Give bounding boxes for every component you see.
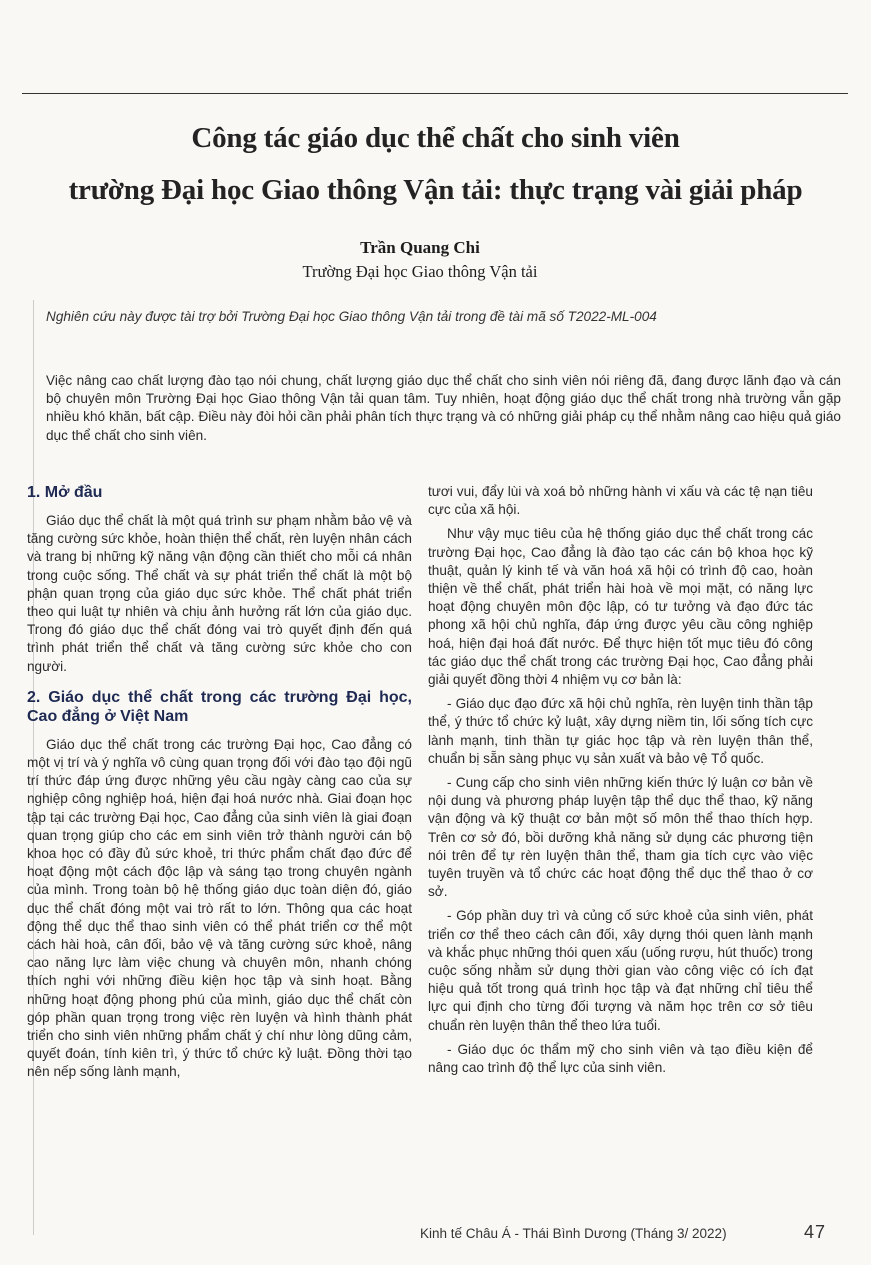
task-aesthetics: - Giáo dục óc thẩm mỹ cho sinh viên và tạo điều kiện để nâng cao trình độ thể lực của sinh viên. (428, 1041, 813, 1076)
right-column (428, 483, 813, 1083)
continued-paragraph: tươi vui, đẩy lùi và xoá bỏ những hành vi xấu và các tệ nạn tiêu cực của xã hội. (428, 484, 813, 518)
funding-note: Nghiên cứu này được tài trợ bởi Trường Đại học Giao thông Vận tải trong đề tài mã số T2022-ML-004 (46, 309, 657, 324)
intro-paragraph: Giáo dục thể chất là một quá trình sư phạm nhằm bảo vệ và tăng cường sức khỏe, hoàn thiện thể chất, rèn luyện nhân cách và trang bị những kỹ năng vận động cần thiết cho mỗi cá nhân trong cuộc sống. Thể chất và sự phát triển thể chất là một bộ phận quan trọng của giáo dục sức khỏe. Thể chất phát triển theo qui luật tự nhiên và chịu ảnh hưởng rất lớn của giáo dục. Trong đó giáo dục thể chất đóng vai trò quyết định đến quá trình phát triển thể chất và tăng cường sức khỏe cho con người. (27, 513, 412, 674)
page-number: 47 (803, 1222, 826, 1242)
goals-paragraph: Như vậy mục tiêu của hệ thống giáo dục thể chất trong các trường Đại học, Cao đẳng là đào tạo các cán bộ khoa học kỹ thuật, quản lý kinh tế và văn hoá xã hội có trình độ cao, hoàn thiện về thể chất, phát triển hài hoà về mọi mặt, có năng lực hoạt động chuyên môn độc lập, có tư tưởng và đạo đức tác phong xã hội chủ nghĩa, đáp ứng được yêu cầu công nghiệp hoá, hiện đại hoá đất nước. Để thực hiện tốt mục tiêu đó công tác giáo dục thể chất trong các trường Đại học, Cao đẳng phải giải quyết đồng thời 4 nhiệm vụ cơ bản là: (428, 526, 813, 688)
abstract: Việc nâng cao chất lượng đào tạo nói chung, chất lượng giáo dục thể chất cho sinh viên nói riêng đã, đang được lãnh đạo và cán bộ chuyên môn Trường Đại học Giao thông Vận tải quan tâm. Tuy nhiên, hoạt động giáo dục thể chất trong nhà trường vẫn gặp nhiều khó khăn, bất cập. Điều này đòi hỏi cần phải phân tích thực trạng và có những giải pháp cụ thể nhằm nâng cao hiệu quả giáo dục thể chất cho sinh viên. (46, 373, 841, 443)
header-rule (22, 93, 848, 94)
title-line-1: Công tác giáo dục thể chất cho sinh viên (191, 122, 680, 154)
journal-name: Kinh tế Châu Á - Thái Bình Dương (Tháng 3/ 2022) (420, 1226, 727, 1241)
task-knowledge: - Cung cấp cho sinh viên những kiến thức lý luận cơ bản về nội dung và phương pháp luyện tập thể dục thể thao, kỹ năng vận động và kỹ thuật cơ bản một số môn thể thao thích hợp. Trên cơ sở đó, bồi dưỡng khả năng sử dụng các phương tiện nói trên để tự rèn luyện thân thể, tham gia tích cực vào việc tuyên truyền và tổ chức các hoạt động thể dục thể thao ở cơ sở. (428, 775, 813, 900)
article-title (0, 112, 871, 216)
section-heading-pe-universities: 2. Giáo dục thể chất trong các trường Đại học, Cao đẳng ở Việt Nam (27, 688, 412, 725)
task-health: - Góp phần duy trì và củng cố sức khoẻ của sinh viên, phát triển cơ thể theo cách cân đối, xây dựng thói quen lành mạnh và khắc phục những thói quen xấu (uống rượu, hút thuốc) trong cuộc sống nhằm sử dụng thời gian vào công việc có ích đạt hiệu quả tốt trong quá trình học tập và đạt những chỉ tiêu thể lực qui định cho từng đối tượng và năm học trên cơ sở tiêu chuẩn rèn luyện thân thể theo lứa tuổi. (428, 908, 813, 1033)
title-line-2: trường Đại học Giao thông Vận tải: thực trạng vài giải pháp (68, 174, 803, 206)
author-affiliation: Trường Đại học Giao thông Vận tải (302, 262, 538, 281)
author-name: Trần Quang Chi (360, 238, 480, 257)
left-column (27, 483, 412, 1088)
article-title-block (0, 112, 871, 216)
task-moral-education: - Giáo dục đạo đức xã hội chủ nghĩa, rèn luyện tinh thần tập thể, ý thức tổ chức kỷ luật, xây dựng niềm tin, lối sống tích cực lành mạnh, tinh thần tự giác học tập và rèn luyện thân thể, chuẩn bị sẵn sàng phục vụ sản xuất và bảo vệ Tổ quốc. (428, 696, 813, 766)
section-heading-intro: 1. Mở đầu (27, 484, 103, 501)
pe-universities-paragraph: Giáo dục thể chất trong các trường Đại học, Cao đẳng có một vị trí và ý nghĩa vô cùng quan trọng đối với đào tạo đội ngũ trí thức đáp ứng được những yêu cầu ngày càng cao của sự nghiệp công nghiệp hoá, hiện đại hoá nước nhà. Giai đoạn học tập tại các trường Đại học, Cao đẳng của sinh viên là giai đoạn quan trọng giúp cho các em sinh viên trở thành người cán bộ khoa học có đầy đủ sức khoẻ, tri thức phẩm chất đạo đức để hoạt động một cách độc lập và sáng tạo trong chuyên ngành của mình. Trong toàn bộ hệ thống giáo dục toàn diện đó, giáo dục thể chất đóng một vai trò rất to lớn. Thông qua các hoạt động thể dục thể thao sinh viên có thể phát triển cơ thể một cách hài hoà, cân đối, bảo vệ và tăng cường sức khoẻ, nâng cao năng lực làm việc chung và chuyên môn, nhanh chóng thích nghi với những điều kiện học tập và sinh hoạt. Bằng những hoạt động phong phú của mình, giáo dục thể chất còn góp phần quan trọng trong việc rèn luyện và hình thành phát triển cho sinh viên những phẩm chất ý chí như lòng dũng cảm, quyết đoán, tính kiên trì, ý thức tổ chức kỷ luật. Đồng thời tạo nên nếp sống lành mạnh, (27, 736, 412, 1080)
